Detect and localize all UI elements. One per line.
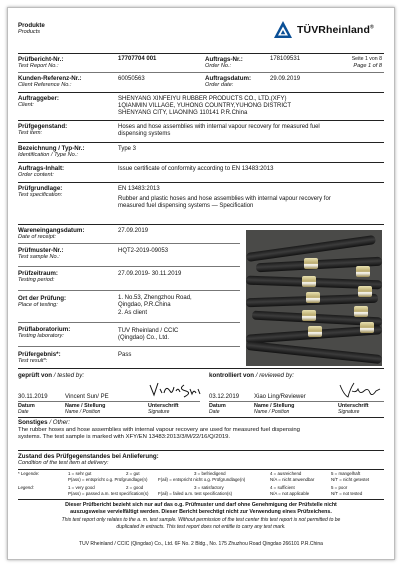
tuv-triangle-logo xyxy=(273,20,293,40)
name-col-de: Name / Stellung xyxy=(254,403,295,409)
product-photo xyxy=(246,230,382,366)
report-number-label-en: Test Report No.: xyxy=(18,63,59,69)
result-label-en: Test result*: xyxy=(18,358,48,364)
content-label-de: Auftrags-Inhalt: xyxy=(18,165,65,172)
legend-item: 2 = good xyxy=(126,485,144,490)
other-heading: Sonstiges / Other: xyxy=(18,419,70,426)
lab-label-de: Prüflaboratorium: xyxy=(18,326,71,333)
name-col-de: Name / Stellung xyxy=(65,403,106,409)
receipt-value: 27.09.2019 xyxy=(118,228,149,234)
date-col-en: Date xyxy=(18,409,29,415)
legend-item: N/T = nicht getestet xyxy=(331,477,370,482)
client-line: 1QIANMIN VILLAGE, YUHONG COUNTRY,YUHONG DISTRICT xyxy=(118,103,292,109)
place-line: 2. As client xyxy=(118,310,148,316)
legend-item: 1 = very good xyxy=(68,485,95,490)
legend-title-de: * Legende: xyxy=(18,471,40,476)
order-date-label-de: Auftragsdatum: xyxy=(205,75,252,82)
date-col-de: Datum xyxy=(18,403,35,409)
footer-address: TUV Rheinland / CCIC (Qingdao) Co., Ltd. 6F No. 2 Bldg., No. 175 Zhuzhou Road Qingdao 266101 P.R.China xyxy=(79,541,323,547)
legend-item: P(ass) = entspricht o.g. Prüfgrundlage(n) xyxy=(68,477,148,482)
order-number-label-de: Auftrags-Nr.: xyxy=(205,56,243,63)
reviewed-by-heading: kontrolliert von / reviewed by: xyxy=(209,372,294,379)
legend-item: 4 = sufficient xyxy=(270,485,295,490)
legend-item: F(ail) = entspricht nicht o.g. Prüfgrundlage(n) xyxy=(158,477,246,482)
legend-item: 3 = befriedigend xyxy=(194,471,226,476)
sample-label-en: Test sample No.: xyxy=(18,254,60,260)
page-indicator-en: Page 1 of 8 xyxy=(353,63,382,69)
order-number-value: 178109531 xyxy=(270,56,301,62)
notice-en-line: duplicated in extracts. This test report does not entitle to carry any test mark. xyxy=(116,524,286,530)
item-line: dispensing systems xyxy=(118,131,171,137)
tester-signature xyxy=(148,377,203,399)
client-line: SHENYANG XINFEIYU RUBBER PRODUCTS CO., LTD.(XFY) xyxy=(118,96,287,102)
place-label-en: Place of testing: xyxy=(18,302,58,308)
content-value: Issue certificate of conformity according to EN 13483:2013 xyxy=(118,166,274,172)
legend-item: F(ail) = failed a.m. test specification(s) xyxy=(158,491,233,496)
report-number-label-de: Prüfbericht-Nr.: xyxy=(18,56,64,63)
spec-line: EN 13483:2013 xyxy=(118,186,160,192)
spec-label-de: Prüfgrundlage: xyxy=(18,185,63,192)
client-line: SHENYANG CITY, LIAONING 110141 P.R.China xyxy=(118,110,248,116)
legend-item: N/A = not applicable xyxy=(270,491,310,496)
lab-line: TUV Rheinland / CCIC xyxy=(118,328,179,334)
legend-item: N/A = nicht anwendbar xyxy=(270,477,315,482)
item-label-en: Test item: xyxy=(18,130,43,136)
reviewer-name: Xiao Ling/Reviewer xyxy=(254,394,306,400)
legend-item: 2 = gut xyxy=(126,471,140,476)
tested-by-heading: geprüft von / tested by: xyxy=(18,372,85,379)
report-number-value: 17707704 001 xyxy=(118,56,157,62)
legend-item: 3 = satisfactory xyxy=(194,485,224,490)
signature-col-de: Unterschrift xyxy=(338,403,369,409)
type-label-en: Identification / Type No.: xyxy=(18,152,78,158)
spec-line: Rubber and plastic hoses and hose assemblies with internal vapour recovery for xyxy=(118,196,331,202)
client-label-en: Client: xyxy=(18,102,34,108)
place-label-de: Ort der Prüfung: xyxy=(18,295,67,302)
date-col-de: Datum xyxy=(209,403,226,409)
doc-type-en: Products xyxy=(18,29,41,35)
client-label-de: Auftraggeber: xyxy=(18,95,59,102)
legend-item: 1 = sehr gut xyxy=(68,471,92,476)
legend-item: 5 = mangelhaft xyxy=(331,471,361,476)
legend-item: 4 = ausreichend xyxy=(270,471,302,476)
legend-item: 5 = poor xyxy=(331,485,348,490)
reviewed-date: 03.12.2019 xyxy=(209,394,240,400)
brand-name: TÜVRheinland® xyxy=(297,24,374,36)
result-value: Pass xyxy=(118,352,132,358)
spec-line: measured fuel dispensing systems — Specification xyxy=(118,203,254,209)
content-label-en: Order content: xyxy=(18,172,54,178)
order-date-label-en: Order date: xyxy=(205,82,234,88)
place-line: Qingdao, P.R.China xyxy=(118,302,171,308)
test-report-page xyxy=(7,7,395,560)
signature-col-en: Signature xyxy=(148,409,170,415)
other-line: The rubber hoses and hose assemblies with internal vapour recovery are used for measured fuel dispensing xyxy=(18,427,300,433)
item-label-de: Prüfgegenstand: xyxy=(18,123,68,130)
page-indicator-de: Seite 1 von 8 xyxy=(351,56,382,62)
order-number-label-en: Order No.: xyxy=(205,63,232,69)
date-col-en: Date xyxy=(209,409,220,415)
type-label-de: Bezeichnung / Typ-Nr.: xyxy=(18,145,85,152)
lab-label-en: Testing laboratory: xyxy=(18,333,64,339)
other-line: systems. The test sample is marked with XFY/EN 13483:2013/3/M/22/16/Q/2019. xyxy=(18,434,231,440)
notice-de-line: Dieser Prüfbericht bezieht sich nur auf das o.g. Prüfmuster und darf ohne Genehmigung der Prüfstelle nicht xyxy=(65,502,337,508)
type-value: Type 3 xyxy=(118,146,137,152)
period-label-de: Prüfzeitraum: xyxy=(18,270,58,277)
condition-label-en: Condition of the test item at delivery: xyxy=(18,460,109,466)
signature-col-de: Unterschrift xyxy=(148,403,179,409)
client-ref-label-de: Kunden-Referenz-Nr.: xyxy=(18,75,82,82)
legend-title-en: Legend: xyxy=(18,485,34,490)
signature-col-en: Signature xyxy=(338,409,360,415)
order-date-value: 29.09.2019 xyxy=(270,76,301,82)
period-value: 27.09.2019- 30.11.2019 xyxy=(118,271,182,277)
place-line: 1. No.53, Zhengzhou Road, xyxy=(118,295,192,301)
doc-type-de: Produkte xyxy=(18,22,45,29)
receipt-label-en: Date of receipt: xyxy=(18,234,56,240)
notice-de-line: auszugsweise vervielfältigt werden. Dieser Bericht berechtigt nicht zur Verwendung eines Prüfzeichens. xyxy=(70,509,332,515)
name-col-en: Name / Position xyxy=(65,409,101,415)
spec-label-en: Test specification: xyxy=(18,192,63,198)
legend-item: N/T = not tested xyxy=(331,491,363,496)
item-line: Hoses and hose assemblies with internal vapour recovery for measured fuel xyxy=(118,124,320,130)
tester-name: Vincent Sun/ PE xyxy=(65,394,109,400)
period-label-en: Testing period: xyxy=(18,277,55,283)
name-col-en: Name / Position xyxy=(254,409,290,415)
client-ref-value: 60050563 xyxy=(118,76,145,82)
receipt-label-de: Wareneingangsdatum: xyxy=(18,227,85,234)
legend-item: P(ass) = passed a.m. test specification(s) xyxy=(68,491,149,496)
sample-label-de: Prüfmuster-Nr.: xyxy=(18,247,64,254)
client-ref-label-en: Client Reference No.: xyxy=(18,82,72,88)
lab-line: (Qingdao) Co., Ltd. xyxy=(118,335,170,341)
sample-value: HQT2-2019-09053 xyxy=(118,248,169,254)
tested-date: 30.11.2019 xyxy=(18,394,48,400)
condition-label-de: Zustand des Prüfgegenstandes bei Anlieferung: xyxy=(18,453,159,460)
reviewer-signature xyxy=(338,379,382,399)
result-label-de: Prüfergebnis*: xyxy=(18,351,61,358)
notice-en-line: This test report only relates to the a. m. test sample. Without permission of the test center this test report is not permitted to be xyxy=(61,517,341,523)
